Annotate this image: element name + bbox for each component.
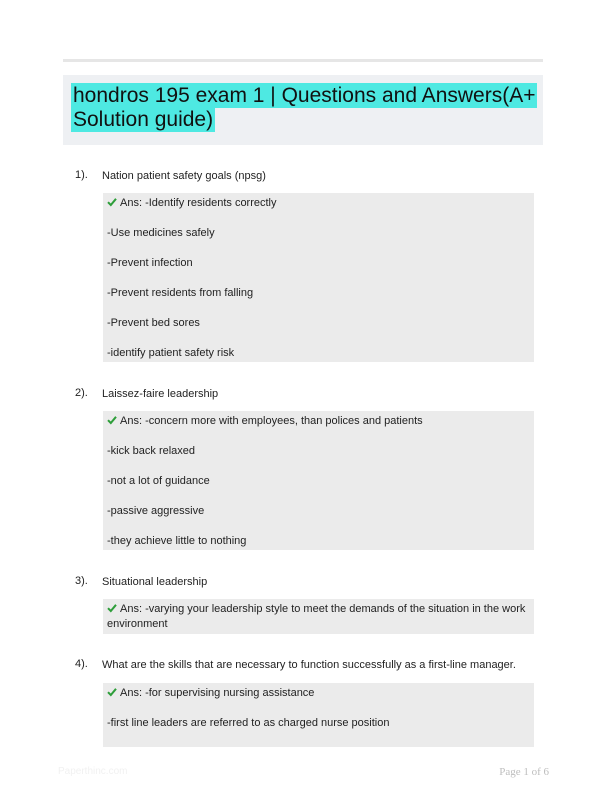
answer-line [107,196,530,211]
check-icon [107,197,117,207]
answer-text: Ans: -varying your leadership style to meet the demands of the situation in the work environment [107,603,526,630]
answer-line: -they achieve little to nothing [107,535,247,547]
answer-box-3 [103,599,534,634]
question-text: Situational leadership [102,576,208,588]
answer-line: -Prevent bed sores [107,317,200,329]
question-text: Nation patient safety goals (npsg) [102,170,266,182]
answer-box-4 [103,683,534,747]
footer-watermark: Paperthinc.com [58,766,128,777]
question-text: What are the skills that are necessary to function successfully as a first-line manager. [102,659,516,671]
title-box [63,75,543,145]
check-icon [107,687,117,697]
question-text: Laissez-faire leadership [102,388,219,400]
answer-text: Ans: -Identify residents correctly [120,197,277,209]
top-rule [63,59,543,62]
answer-line: -identify patient safety risk [107,347,235,359]
question-number: 3). [75,575,88,587]
page-indicator: Page 1 of 6 [499,766,549,778]
answer-box-1 [103,193,534,362]
check-icon [107,603,117,613]
answer-box-2 [103,411,534,550]
answer-line [107,686,530,701]
question-number: 1). [75,169,88,181]
question-number: 2). [75,387,88,399]
question-number: 4). [75,658,88,670]
answer-line: -Prevent residents from falling [107,287,254,299]
check-icon [107,415,117,425]
answer-line: -first line leaders are referred to as charged nurse position [107,717,390,729]
document-title: hondros 195 exam 1 | Questions and Answers(A+ Solution guide) [73,84,536,131]
answer-line: -passive aggressive [107,505,205,517]
answer-line [107,414,530,429]
answer-line: -not a lot of guidance [107,475,210,487]
answer-line [107,602,530,632]
answer-text: Ans: -concern more with employees, than polices and patients [120,415,423,427]
answer-text: Ans: -for supervising nursing assistance [120,687,315,699]
answer-line: -Use medicines safely [107,227,215,239]
answer-line: -Prevent infection [107,257,193,269]
answer-line: -kick back relaxed [107,445,196,457]
